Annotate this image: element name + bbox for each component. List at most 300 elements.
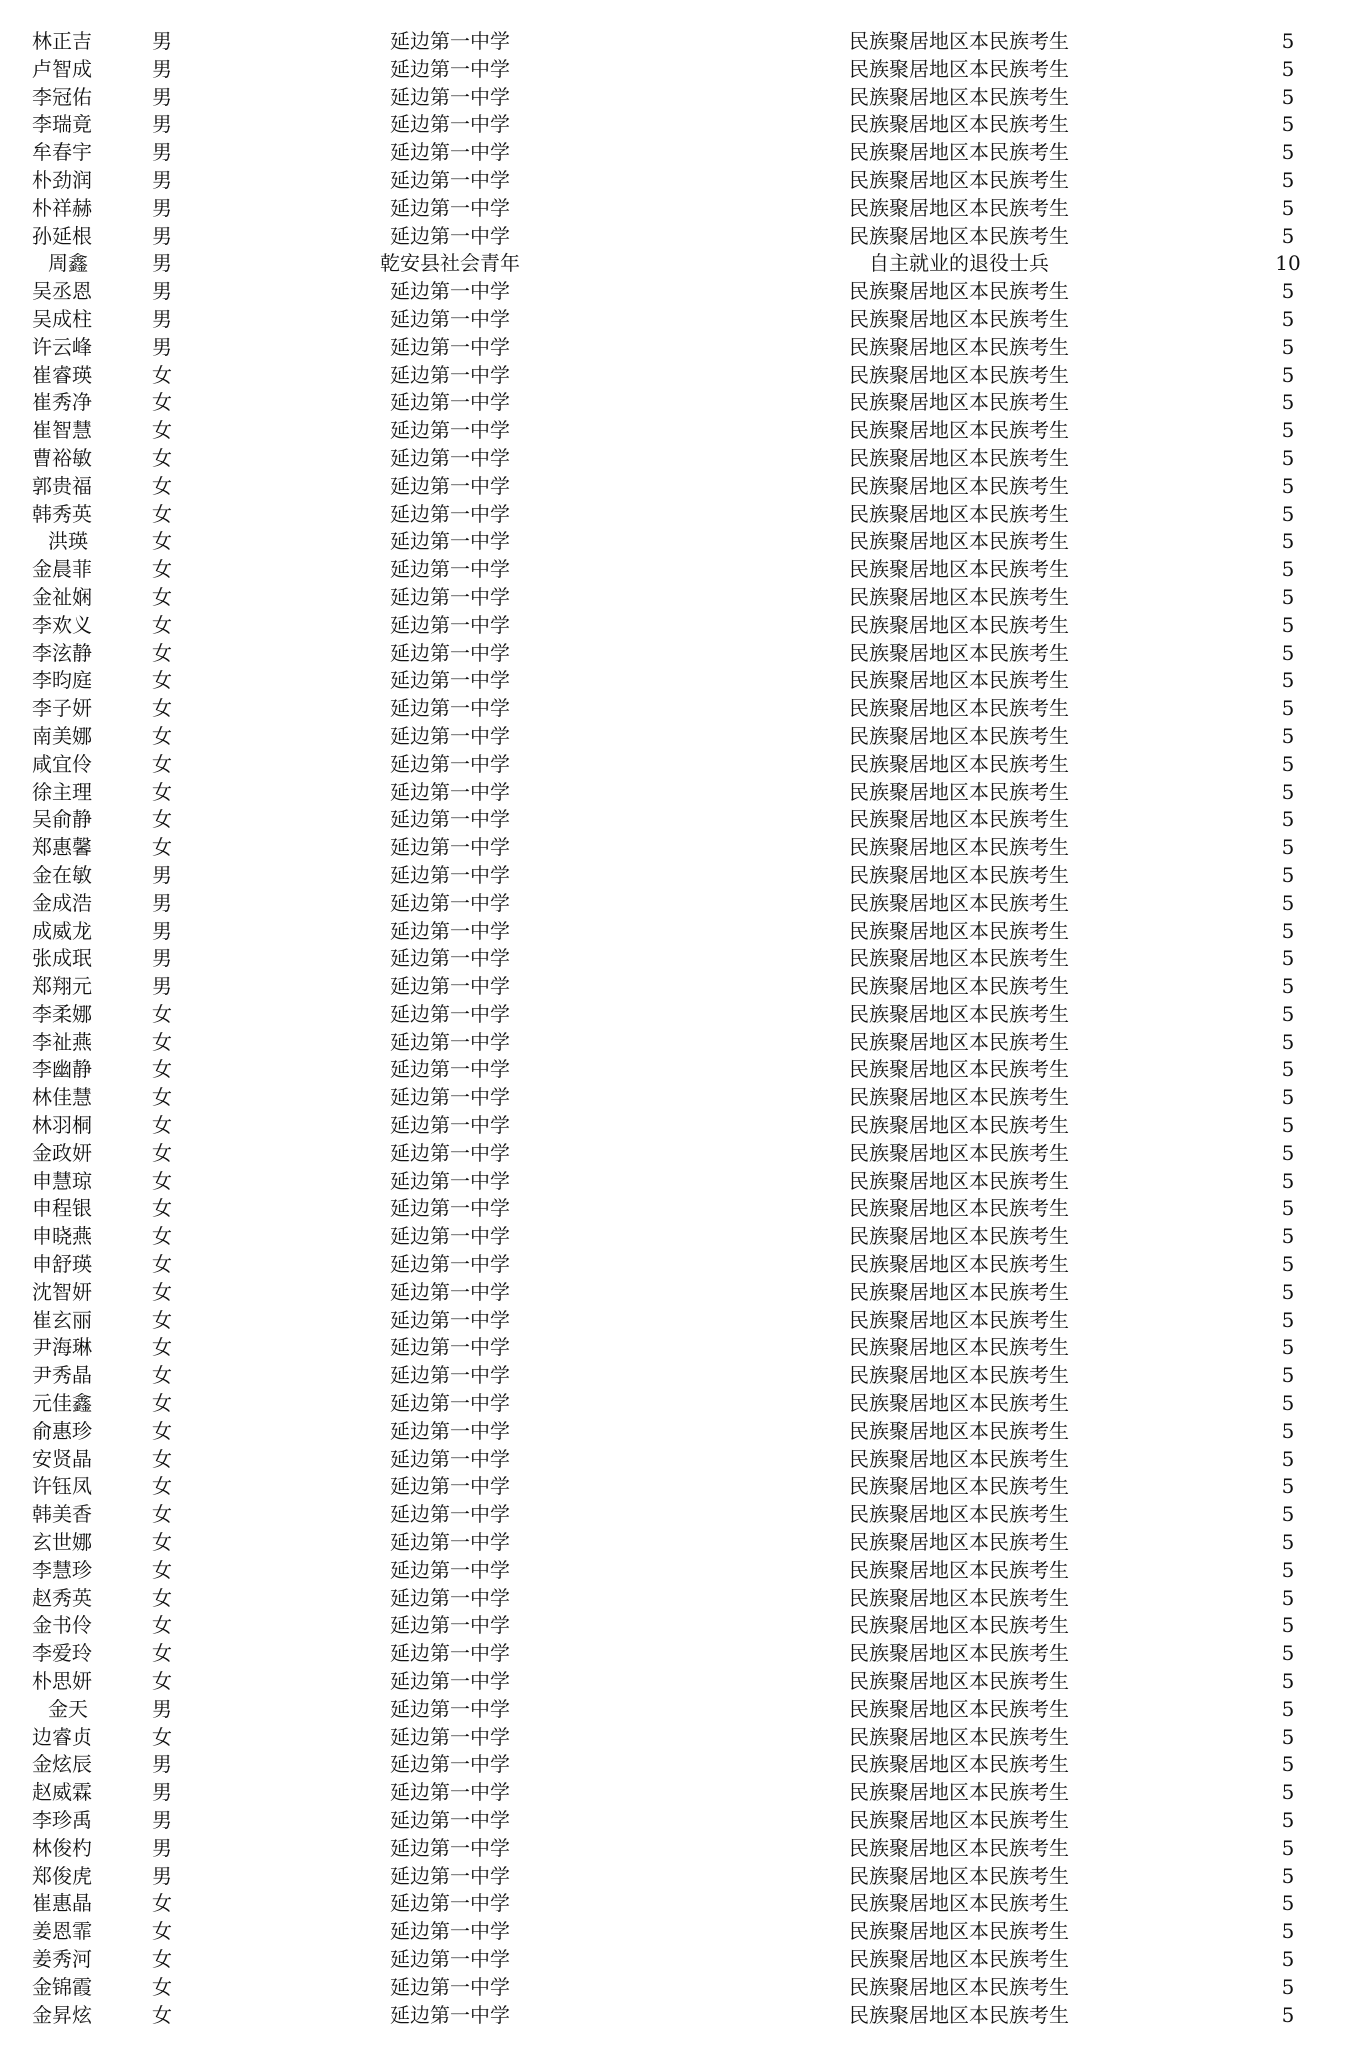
points-cell: 5 (1281, 1391, 1295, 1416)
gender-cell: 女 (152, 1724, 172, 1749)
points-cell: 5 (1281, 1724, 1295, 1749)
category-cell: 民族聚居地区本民族考生 (849, 2002, 1069, 2027)
school-cell: 延边第一中学 (390, 1641, 510, 1666)
gender-cell: 男 (152, 29, 172, 53)
points-cell: 5 (1281, 1363, 1295, 1388)
category-cell: 民族聚居地区本民族考生 (849, 946, 1069, 971)
gender-cell: 男 (152, 946, 172, 971)
name-cell: 林正吉 (32, 29, 92, 53)
category-cell: 民族聚居地区本民族考生 (849, 1585, 1069, 1610)
school-cell: 延边第一中学 (390, 751, 510, 776)
table-row (0, 1418, 1367, 1446)
school-cell: 延边第一中学 (390, 1001, 510, 1026)
gender-cell: 女 (152, 751, 172, 776)
table-row (0, 334, 1367, 362)
category-cell: 民族聚居地区本民族考生 (849, 195, 1069, 220)
table-row (0, 945, 1367, 973)
name-cell: 李爱玲 (32, 1641, 92, 1666)
gender-cell: 女 (152, 1307, 172, 1332)
category-cell: 民族聚居地区本民族考生 (849, 1863, 1069, 1888)
school-cell: 延边第一中学 (390, 167, 510, 192)
table-row (0, 1835, 1367, 1863)
school-cell: 延边第一中学 (390, 1418, 510, 1443)
category-cell: 民族聚居地区本民族考生 (849, 807, 1069, 832)
category-cell: 民族聚居地区本民族考生 (849, 1168, 1069, 1193)
school-cell: 延边第一中学 (390, 1669, 510, 1694)
table-row (0, 250, 1367, 278)
category-cell: 民族聚居地区本民族考生 (849, 835, 1069, 860)
school-cell: 延边第一中学 (390, 1363, 510, 1388)
school-cell: 延边第一中学 (390, 1585, 510, 1610)
points-cell: 5 (1281, 1140, 1295, 1165)
gender-cell: 女 (152, 1418, 172, 1443)
table-row (0, 1612, 1367, 1640)
table-row (0, 1001, 1367, 1029)
name-cell: 吴丞恩 (32, 279, 92, 304)
school-cell: 延边第一中学 (390, 140, 510, 165)
points-cell: 5 (1281, 1474, 1295, 1499)
points-cell: 5 (1281, 1335, 1295, 1360)
name-cell: 崔睿瑛 (32, 362, 92, 387)
table-row (0, 1807, 1367, 1835)
points-cell: 5 (1281, 84, 1295, 109)
school-cell: 延边第一中学 (390, 807, 510, 832)
name-cell: 徐主理 (32, 779, 92, 804)
points-cell: 5 (1281, 612, 1295, 637)
name-cell: 成威龙 (32, 918, 92, 943)
category-cell: 民族聚居地区本民族考生 (849, 1029, 1069, 1054)
school-cell: 延边第一中学 (390, 56, 510, 81)
name-cell: 元佳鑫 (32, 1391, 92, 1416)
table-row (0, 890, 1367, 918)
gender-cell: 女 (152, 1057, 172, 1082)
points-cell: 5 (1281, 1279, 1295, 1304)
school-cell: 延边第一中学 (390, 1724, 510, 1749)
category-cell: 民族聚居地区本民族考生 (849, 112, 1069, 137)
gender-cell: 女 (152, 835, 172, 860)
points-cell: 5 (1281, 1252, 1295, 1277)
school-cell: 延边第一中学 (390, 195, 510, 220)
name-cell: 李幽静 (32, 1057, 92, 1082)
school-cell: 延边第一中学 (390, 723, 510, 748)
gender-cell: 男 (152, 306, 172, 331)
school-cell: 延边第一中学 (390, 84, 510, 109)
school-cell: 延边第一中学 (390, 334, 510, 359)
name-cell: 崔玄丽 (32, 1307, 92, 1332)
name-cell: 李子妍 (32, 696, 92, 721)
school-cell: 延边第一中学 (390, 918, 510, 943)
points-cell: 5 (1281, 1085, 1295, 1110)
gender-cell: 男 (152, 918, 172, 943)
category-cell: 民族聚居地区本民族考生 (849, 1780, 1069, 1805)
gender-cell: 女 (152, 1669, 172, 1694)
gender-cell: 女 (152, 1140, 172, 1165)
table-row (0, 723, 1367, 751)
school-cell: 延边第一中学 (390, 1919, 510, 1944)
gender-cell: 女 (152, 390, 172, 415)
category-cell: 民族聚居地区本民族考生 (849, 1613, 1069, 1638)
table-row (0, 1668, 1367, 1696)
gender-cell: 女 (152, 1279, 172, 1304)
points-cell: 5 (1281, 1113, 1295, 1138)
category-cell: 民族聚居地区本民族考生 (849, 1919, 1069, 1944)
gender-cell: 女 (152, 1641, 172, 1666)
school-cell: 延边第一中学 (390, 1391, 510, 1416)
points-cell: 5 (1281, 1780, 1295, 1805)
gender-cell: 女 (152, 445, 172, 470)
category-cell: 民族聚居地区本民族考生 (849, 1557, 1069, 1582)
category-cell: 民族聚居地区本民族考生 (849, 584, 1069, 609)
school-cell: 延边第一中学 (390, 779, 510, 804)
gender-cell: 男 (152, 1863, 172, 1888)
category-cell: 民族聚居地区本民族考生 (849, 1001, 1069, 1026)
table-row (0, 501, 1367, 529)
category-cell: 民族聚居地区本民族考生 (849, 1724, 1069, 1749)
gender-cell: 女 (152, 584, 172, 609)
table-row (0, 973, 1367, 1001)
category-cell: 民族聚居地区本民族考生 (849, 140, 1069, 165)
name-cell: 金昇炫 (32, 2002, 92, 2027)
gender-cell: 女 (152, 1391, 172, 1416)
table-row (0, 167, 1367, 195)
name-cell: 牟春宇 (32, 140, 92, 165)
table-row (0, 612, 1367, 640)
points-cell: 5 (1281, 445, 1295, 470)
table-row (0, 1140, 1367, 1168)
category-cell: 民族聚居地区本民族考生 (849, 306, 1069, 331)
table-row (0, 834, 1367, 862)
name-cell: 林佳慧 (32, 1085, 92, 1110)
table-row (0, 306, 1367, 334)
points-cell: 5 (1281, 1029, 1295, 1054)
points-cell: 5 (1281, 1974, 1295, 1999)
points-cell: 5 (1281, 1919, 1295, 1944)
gender-cell: 女 (152, 1224, 172, 1249)
category-cell: 民族聚居地区本民族考生 (849, 1808, 1069, 1832)
points-cell: 5 (1281, 1641, 1295, 1666)
school-cell: 延边第一中学 (390, 1196, 510, 1221)
name-cell: 金成浩 (32, 890, 92, 915)
points-cell: 5 (1281, 1307, 1295, 1332)
category-cell: 民族聚居地区本民族考生 (849, 1418, 1069, 1443)
school-cell: 延边第一中学 (390, 1530, 510, 1555)
table-row (0, 1529, 1367, 1557)
points-cell: 5 (1281, 557, 1295, 582)
category-cell: 民族聚居地区本民族考生 (849, 862, 1069, 887)
category-cell: 民族聚居地区本民族考生 (849, 751, 1069, 776)
table-row (0, 1724, 1367, 1752)
school-cell: 延边第一中学 (390, 1808, 510, 1832)
table-row (0, 862, 1367, 890)
name-cell: 金晨菲 (32, 557, 92, 582)
gender-cell: 女 (152, 1252, 172, 1277)
name-cell: 咸宜伶 (32, 751, 92, 776)
school-cell: 延边第一中学 (390, 1613, 510, 1638)
name-cell: 孙延根 (32, 223, 92, 248)
points-cell: 5 (1281, 1613, 1295, 1638)
table-row (0, 417, 1367, 445)
name-cell: 俞惠珍 (32, 1418, 92, 1443)
table-row (0, 1056, 1367, 1084)
category-cell: 民族聚居地区本民族考生 (849, 223, 1069, 248)
category-cell: 民族聚居地区本民族考生 (849, 167, 1069, 192)
table-row (0, 1918, 1367, 1946)
points-cell: 5 (1281, 418, 1295, 443)
category-cell: 民族聚居地区本民族考生 (849, 640, 1069, 665)
roster-table (0, 28, 1367, 2029)
category-cell: 民族聚居地区本民族考生 (849, 612, 1069, 637)
name-cell: 李祉燕 (32, 1029, 92, 1054)
gender-cell: 男 (152, 112, 172, 137)
school-cell: 延边第一中学 (390, 445, 510, 470)
category-cell: 自主就业的退役士兵 (869, 251, 1049, 276)
name-cell: 李瑞竟 (32, 112, 92, 137)
table-row (0, 1195, 1367, 1223)
gender-cell: 男 (152, 862, 172, 887)
gender-cell: 男 (152, 1752, 172, 1777)
school-cell: 延边第一中学 (390, 946, 510, 971)
name-cell: 崔秀净 (32, 390, 92, 415)
school-cell: 延边第一中学 (390, 557, 510, 582)
table-row (0, 1751, 1367, 1779)
points-cell: 5 (1281, 751, 1295, 776)
category-cell: 民族聚居地区本民族考生 (849, 1057, 1069, 1082)
points-cell: 5 (1281, 529, 1295, 554)
category-cell: 民族聚居地区本民族考生 (849, 362, 1069, 387)
category-cell: 民族聚居地区本民族考生 (849, 974, 1069, 999)
school-cell: 延边第一中学 (390, 1863, 510, 1888)
name-cell: 郑俊虎 (32, 1863, 92, 1888)
gender-cell: 女 (152, 723, 172, 748)
category-cell: 民族聚居地区本民族考生 (849, 1474, 1069, 1499)
points-cell: 5 (1281, 640, 1295, 665)
category-cell: 民族聚居地区本民族考生 (849, 668, 1069, 693)
gender-cell: 男 (152, 140, 172, 165)
gender-cell: 男 (152, 56, 172, 81)
gender-cell: 女 (152, 1446, 172, 1471)
points-cell: 5 (1281, 946, 1295, 971)
school-cell: 延边第一中学 (390, 501, 510, 526)
gender-cell: 女 (152, 501, 172, 526)
table-row (0, 1446, 1367, 1474)
name-cell: 朴祥赫 (32, 195, 92, 220)
points-cell: 5 (1281, 974, 1295, 999)
points-cell: 5 (1281, 1168, 1295, 1193)
table-row (0, 362, 1367, 390)
name-cell: 玄世娜 (32, 1530, 92, 1555)
table-row (0, 1473, 1367, 1501)
points-cell: 5 (1281, 1557, 1295, 1582)
school-cell: 延边第一中学 (390, 584, 510, 609)
points-cell: 5 (1281, 584, 1295, 609)
name-cell: 郑翔元 (32, 974, 92, 999)
points-cell: 5 (1281, 1057, 1295, 1082)
school-cell: 延边第一中学 (390, 1029, 510, 1054)
category-cell: 民族聚居地区本民族考生 (849, 56, 1069, 81)
points-cell: 5 (1281, 668, 1295, 693)
points-cell: 5 (1281, 306, 1295, 331)
name-cell: 李昀庭 (32, 668, 92, 693)
category-cell: 民族聚居地区本民族考生 (849, 1113, 1069, 1138)
name-cell: 姜秀河 (32, 1946, 92, 1971)
name-cell: 边睿贞 (32, 1724, 92, 1749)
category-cell: 民族聚居地区本民族考生 (849, 1530, 1069, 1555)
gender-cell: 男 (152, 167, 172, 192)
category-cell: 民族聚居地区本民族考生 (849, 1446, 1069, 1471)
category-cell: 民族聚居地区本民族考生 (849, 1641, 1069, 1666)
name-cell: 崔惠晶 (32, 1891, 92, 1916)
table-row (0, 1779, 1367, 1807)
gender-cell: 女 (152, 1168, 172, 1193)
name-cell: 张成珉 (32, 946, 92, 971)
gender-cell: 女 (152, 640, 172, 665)
name-cell: 林羽桐 (32, 1113, 92, 1138)
gender-cell: 女 (152, 668, 172, 693)
points-cell: 5 (1281, 1585, 1295, 1610)
points-cell: 5 (1281, 195, 1295, 220)
category-cell: 民族聚居地区本民族考生 (849, 1196, 1069, 1221)
name-cell: 林俊杓 (32, 1835, 92, 1860)
table-row (0, 751, 1367, 779)
school-cell: 延边第一中学 (390, 473, 510, 498)
name-cell: 南美娜 (32, 723, 92, 748)
name-cell: 沈智妍 (32, 1279, 92, 1304)
gender-cell: 男 (152, 334, 172, 359)
gender-cell: 女 (152, 2002, 172, 2027)
table-row (0, 640, 1367, 668)
category-cell: 民族聚居地区本民族考生 (849, 529, 1069, 554)
name-cell: 周鑫 (48, 251, 88, 276)
category-cell: 民族聚居地区本民族考生 (849, 1891, 1069, 1916)
school-cell: 延边第一中学 (390, 1974, 510, 1999)
points-cell: 5 (1281, 140, 1295, 165)
school-cell: 延边第一中学 (390, 1474, 510, 1499)
table-row (0, 223, 1367, 251)
table-row (0, 806, 1367, 834)
name-cell: 李慧珍 (32, 1557, 92, 1582)
gender-cell: 女 (152, 1474, 172, 1499)
school-cell: 延边第一中学 (390, 1279, 510, 1304)
table-row (0, 1974, 1367, 2002)
name-cell: 许云峰 (32, 334, 92, 359)
points-cell: 5 (1281, 1224, 1295, 1249)
name-cell: 安贤晶 (32, 1446, 92, 1471)
school-cell: 延边第一中学 (390, 418, 510, 443)
gender-cell: 男 (152, 1835, 172, 1860)
name-cell: 申舒瑛 (32, 1252, 92, 1277)
points-cell: 5 (1281, 1502, 1295, 1527)
name-cell: 金书伶 (32, 1613, 92, 1638)
school-cell: 延边第一中学 (390, 1780, 510, 1805)
gender-cell: 男 (152, 251, 172, 276)
name-cell: 赵威霖 (32, 1780, 92, 1805)
table-row (0, 667, 1367, 695)
school-cell: 延边第一中学 (390, 1307, 510, 1332)
name-cell: 崔智慧 (32, 418, 92, 443)
school-cell: 延边第一中学 (390, 390, 510, 415)
category-cell: 民族聚居地区本民族考生 (849, 1085, 1069, 1110)
category-cell: 民族聚居地区本民族考生 (849, 779, 1069, 804)
school-cell: 延边第一中学 (390, 1835, 510, 1860)
name-cell: 李珍禹 (32, 1808, 92, 1832)
gender-cell: 女 (152, 1891, 172, 1916)
name-cell: 李欢义 (32, 612, 92, 637)
name-cell: 郑惠馨 (32, 835, 92, 860)
category-cell: 民族聚居地区本民族考生 (849, 1696, 1069, 1721)
category-cell: 民族聚居地区本民族考生 (849, 1835, 1069, 1860)
points-cell: 5 (1281, 779, 1295, 804)
school-cell: 延边第一中学 (390, 223, 510, 248)
gender-cell: 男 (152, 1808, 172, 1832)
name-cell: 卢智成 (32, 56, 92, 81)
gender-cell: 女 (152, 1974, 172, 1999)
table-row (0, 139, 1367, 167)
points-cell: 5 (1281, 1530, 1295, 1555)
table-row (0, 1307, 1367, 1335)
points-cell: 5 (1281, 1669, 1295, 1694)
name-cell: 李泫静 (32, 640, 92, 665)
category-cell: 民族聚居地区本民族考生 (849, 1335, 1069, 1360)
gender-cell: 女 (152, 807, 172, 832)
category-cell: 民族聚居地区本民族考生 (849, 29, 1069, 53)
points-cell: 5 (1281, 2002, 1295, 2027)
category-cell: 民族聚居地区本民族考生 (849, 473, 1069, 498)
name-cell: 韩美香 (32, 1502, 92, 1527)
table-row (0, 1557, 1367, 1585)
points-cell: 5 (1281, 501, 1295, 526)
table-row (0, 584, 1367, 612)
points-cell: 5 (1281, 1863, 1295, 1888)
category-cell: 民族聚居地区本民族考生 (849, 557, 1069, 582)
school-cell: 延边第一中学 (390, 612, 510, 637)
table-row (0, 1696, 1367, 1724)
gender-cell: 男 (152, 84, 172, 109)
gender-cell: 女 (152, 1196, 172, 1221)
school-cell: 延边第一中学 (390, 1335, 510, 1360)
points-cell: 5 (1281, 362, 1295, 387)
name-cell: 金炫辰 (32, 1752, 92, 1777)
table-row (0, 556, 1367, 584)
gender-cell: 女 (152, 557, 172, 582)
table-row (0, 1640, 1367, 1668)
name-cell: 金在敏 (32, 862, 92, 887)
category-cell: 民族聚居地区本民族考生 (849, 1391, 1069, 1416)
school-cell: 延边第一中学 (390, 529, 510, 554)
points-cell: 5 (1281, 390, 1295, 415)
name-cell: 申晓燕 (32, 1224, 92, 1249)
category-cell: 民族聚居地区本民族考生 (849, 1140, 1069, 1165)
gender-cell: 男 (152, 890, 172, 915)
name-cell: 许钰凤 (32, 1474, 92, 1499)
category-cell: 民族聚居地区本民族考生 (849, 1974, 1069, 1999)
table-row (0, 473, 1367, 501)
points-cell: 5 (1281, 1446, 1295, 1471)
school-cell: 延边第一中学 (390, 835, 510, 860)
gender-cell: 男 (152, 279, 172, 304)
school-cell: 延边第一中学 (390, 306, 510, 331)
school-cell: 延边第一中学 (390, 2002, 510, 2027)
gender-cell: 女 (152, 696, 172, 721)
school-cell: 乾安县社会青年 (380, 251, 520, 276)
school-cell: 延边第一中学 (390, 974, 510, 999)
points-cell: 5 (1281, 1196, 1295, 1221)
points-cell: 5 (1281, 807, 1295, 832)
name-cell: 曹裕敏 (32, 445, 92, 470)
school-cell: 延边第一中学 (390, 862, 510, 887)
school-cell: 延边第一中学 (390, 1252, 510, 1277)
table-row (0, 1251, 1367, 1279)
category-cell: 民族聚居地区本民族考生 (849, 334, 1069, 359)
